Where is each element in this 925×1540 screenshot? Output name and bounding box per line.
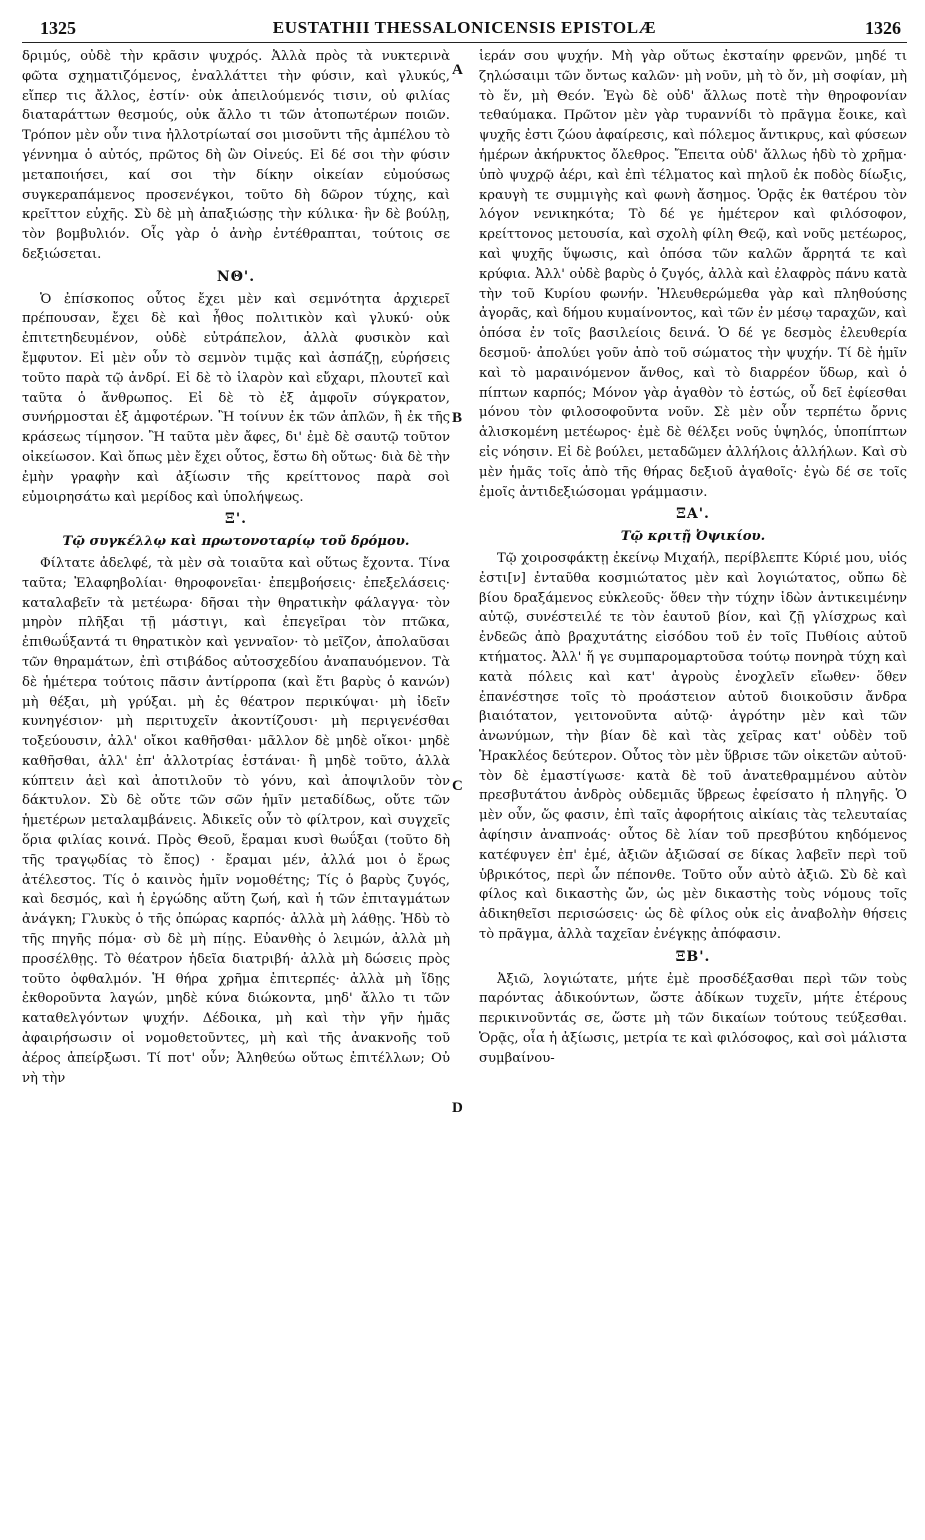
margin-marker-b: B xyxy=(452,410,463,426)
letter-60-address: Τῷ συγκέλλῳ καὶ πρωτονοταρίῳ τοῦ δρόμου. xyxy=(62,534,410,550)
margin-marker-d: D xyxy=(452,1100,463,1116)
letter-61-number: ΞΑ'. xyxy=(676,506,710,523)
letter-60-text: Φίλτατε ἀδελφέ, τὰ μὲν σὰ τοιαῦτα καὶ οὕτως ἔχοντα. Τίνα ταῦτα; Ἐλαφηβολίαι· θηροφονεῖαι· ἐπεμβοήσεις· ἐπεξελάσεις· καταλαβεῖν τὰ μετέωρα· δῆσαι τὴν θηρατικὴν φάλαγγα· τὸν μηρὸν πλῆξαι τῇ μάστιγι, καὶ ἐπεγεῖραι τὸν πτῶκα, ἐπιθωΰξαντά τι θηρατικὸν καὶ γενναῖον· τὸ μεῖζον, ἀπολαῦσαι τῶν θηραμάτων, ἐπὶ στιβάδος αὐτοσχεδίου ἀναπαυόμενον. Τὰ δὲ ἡμέτερα τούτοις πᾶσιν ἀντίρροπα (καὶ ἔτι βαρὺς ὁ κανών) μὴ θέξαι, μὴ γρύξαι. μὴ ἐς θέατρον περικύψαι· μὴ ἰδεῖν κυνηγέσιον· μὴ περιτυχεῖν ἀκοντίζουσι· μὴ περιγενέσθαι τοξεύουσιν, ἀλλ' οἴκοι καθῆσθαι· μᾶλλον δὲ μηδὲ οἴκοι· μηδὲ καθῆσθαι, ἀλλ' ἐπ' ἀλλοτρίας ἑστάναι· ἢ μηδὲ τοῦτο, ἀλλὰ κύπτειν ἀεὶ καὶ ἀποτιλοῦν τὸ γόνυ, καὶ ἀποψιλοῦν τὸν δάκτυλον. Σὺ δὲ οὔτε τῶν σῶν ἡμῖν μεταδίδως, οὔτε τῶν ἡμετέρων μεταλαμβάνεις. Ἀδικεῖς οὖν τὸ φίλτρον, καὶ συγχεῖς ὅρια φιλίας κοινά. Πρὸς Θεοῦ, ἔραμαι κυσὶ θωΰξαι (τοῦτο δὴ τῆς τραγῳδίας τὸ ἔπος) · ἔραμαι μέν, ἀλλά μοι ὁ ἔρως ἀτέλεστος. Τίς ὁ καινὸς ἡμῖν νομοθέτης; Τίς ὁ βαρὺς ζυγός, καὶ δεσμός, καὶ ἡ ἐργώδης αὕτη ζωή, καὶ ἡ τῶν ἐπιταγμάτων ἀνάγκη; Γλυκὺς ὁ τῆς ὀπώρας καρπός· ἀλλὰ μὴ λάθῃς. Ἡδὺ τὸ τῆς πηγῆς πόμα· σὺ δὲ μὴ πίῃς. Εὐανθὴς ὁ λειμών, ἀλλὰ μὴ προσέλθῃς. Τὸ θέατρον ἡδεῖα διατριβή· ἀλλὰ μὴ δώσεις πρὸς τοῦτο ὀφθαλμόν. Ἡ θήρα χρῆμα ἐπιτερπές· ἀλλὰ μὴ ἴδῃς ἐκθοροῦντα λαγών, μηδὲ κύνα διώκοντα, μηδ' ἄλλο τι τῶν καταθελγόντων ψυχήν. Δέδοικα, μὴ καὶ τὴν γῆν ἡμᾶς ἀφαιρήσωσιν οἱ νομοθετοῦντες, μὴ καὶ τῆς ἀνακνοῆς τοῦ ἀέρος ἀπείρξωσι. Τί ποτ' οὖν; Ἀληθεύω οὕτως ἐπιτέλλων; Οὐ νὴ τὴν xyxy=(22,555,450,1086)
page-number-left: 1325 xyxy=(40,18,76,38)
running-header xyxy=(22,14,907,43)
page-number-right: 1326 xyxy=(865,18,901,38)
two-column-body xyxy=(22,47,907,1088)
letter-61-text: Τῷ χοιροσφάκτῃ ἐκείνῳ Μιχαήλ, περίβλεπτε Κύριέ μου, υἱός ἐστι[ν] ἐνταῦθα κοσμιώτατος μὲν καὶ λογιώτατος, οὔπω δὲ βίου δραξάμενος εὐκλεοῦς· ὅθεν τὴν τύχην ἰδὼν ἀντικειμένην αὐτῷ, συνέστειλέ τε τὸν ἑαυτοῦ βίον, καὶ ζῇ γλίσχρως καὶ ἐνδεῶς ἀπὸ βραχυτάτης εἰσόδου τοῦ ἐν τοῖς Πυθίοις αὐτοῦ κτήματος. Ἀλλ' ἥ γε συμπαρομαρτοῦσα τούτῳ πονηρὰ τύχη καὶ κατὰ πόλεις καὶ κατ' ἀγροὺς ἐνοχλεῖν εἴωθεν· ὅθεν ἐπανέστησε τοῖς τὸ προάστειον αὐτοῦ διοικοῦσιν ἄνδρα βιαιότατον, γειτονοῦντα αὐτῷ· ἀγρότην μὲν καὶ τῶν ἀνωνύμων, τὴν βίαν δὲ καὶ τὰς χεῖρας κατ' οὐδὲν τοῦ Ἡρακλέος δεύτερον. Οὗτος τὸν μὲν ὕβρισε τῶν οἰκετῶν αὐτοῦ· τὸν δὲ ἐμαστίγωσε· κατὰ δὲ τοῦ ἀνατεθραμμένου αὐτὸν πρεσβυτάτου ἀνδρὸς οὐδεμιᾶς ὕβρεως ἐφείσατο ἡ πληγῆς. Ὁ μὲν οὖν, ὥς φασιν, ἐπὶ ταῖς ἀφορήτοις αἰκίαις τὰς τελευταίας ἀφίησιν ἀναπνοάς· οὗτος δὲ λίαν τοῦ πρεσβύτου κηδόμενος κατέφυγεν ἐπ' ἐμέ, ἀξιῶν ἀξιῶσαί σε δίκας λαβεῖν περὶ τοῦ ὑβρικότος, περὶ ὧν πέπονθε. Τοῦτο οὖν αὐτὸ ἀξιῶ. Σὺ δὲ καὶ φίλος καὶ δικαστὴς ὤν, ὡς μὲν δικαστὴς τοὺς νόμους τοῖς ἀδικηθεῖσι περισώσεις· ὡς δὲ φίλος οὐκ εἰς ἀναβολὴν θήσεις τὸ πρᾶγμα, ἀλλὰ ταχεῖαν ἐνέγκῃς ἀπόφασιν. xyxy=(479,550,907,943)
letter-58-continuation: δριμύς, οὐδὲ τὴν κρᾶσιν ψυχρός. Ἀλλὰ πρὸς τὰ νυκτερινὰ φῶτα σχηματιζόμενος, ἐναλλάττει τὴν φύσιν, καὶ γλυκύς, εἴπερ τις ἄλλος, ἐστίν· οὐκ ἀπειλούμενός τισιν, οὐ φιλίας διαταράττων θεσμούς, οὐκ ἄλλο τι τῶν ἀτοπωτέρων ποιῶν. Τρόπον μὲν οὖν τινα ἠλλοτρίωταί σοι μισοῦντι τῆς ἀμπέλου τὸ γέννημα ὁ αὐτός, πρῶτος δὴ ὢν Οἰνεύς. Εἰ δέ σοι τὴν φύσιν μεταποιήσει, καί σοι τὴν δίκην οἰκείαν εὐμούσως συγκεραπάμενος προσενέγκοι, τοῦτο δὴ δῶρον τύχης, καὶ κρεῖττον εὐχῆς. Σὺ δὲ μὴ ἀπαξιώσῃς τὴν κύλικα· ἣν δὲ βούλῃ, τὸν βομβυλιόν. Οἷς γὰρ ὁ ἀνὴρ ἐντέθραπται, τούτοις σε δεξιώσεται. xyxy=(22,49,450,262)
letter-61-address: Τῷ κριτῇ Ὀψικίου. xyxy=(620,529,766,545)
letter-60-number: Ξ'. xyxy=(224,511,247,528)
running-title: EUSTATHII THESSALONICENSIS EPISTOLÆ xyxy=(272,18,657,37)
left-column xyxy=(22,47,450,1088)
letter-59-number: ΝΘ'. xyxy=(216,268,256,285)
margin-marker-a: A xyxy=(452,62,463,78)
letter-59-text: Ὁ ἐπίσκοπος οὗτος ἔχει μὲν καὶ σεμνότητα ἀρχιερεῖ πρέπουσαν, ἔχει δὲ καὶ ἦθος πολιτικὸν καὶ γλυκύ· οὐκ ἐπιτετηδευμένον, οὐδὲ εὐτράπελον, ἀλλὰ φυσικὸν καὶ ἔμφυτον. Εἰ μὲν οὖν τὸ σεμνὸν τιμᾷς καὶ ἀσπάζῃ, εὑρήσεις τοῦτο παρὰ τῷ ἀνδρί. Εἰ δὲ τὸ ἱλαρὸν καὶ εὔχαρι, πλουτεῖ καὶ ταῦτα ὁ ἄνθρωπος. Εἰ δὲ τὸ ἐξ ἀμφοῖν σύγκρατον, συνήρμοσται ἐξ ἀμφοτέρων. Ἢ τοίνυν ἐκ τῶν ἁπλῶν, ἢ ἐκ τῆς κράσεως τίμησον. Ἢ ταῦτα μὲν ἄφες, δι' ἐμὲ δὲ σαυτῷ τοῦτον οἰκείωσον. Καὶ ὅπως μὲν ἔχει οὗτος, ἔστω δὴ οὕτως· διὰ δὲ τὴν ἐμὴν γραφὴν καὶ ἀξίωσιν τῆς κρείττονος παρὰ σοὶ εὐμοιρησάτω καὶ μερίδος καὶ ὑπολήψεως. xyxy=(22,291,450,505)
letter-62-text: Ἀξιῶ, λογιώτατε, μήτε ἐμὲ προσδέξασθαι περὶ τῶν τοὺς παρόντας ἀδικούντων, ὥστε ἀδίκων τυχεῖν, μήτε ἑτέρους περικινοῦντάς σε, ὥστε μὴ τῶν δικαίων τούτους τεύξεσθαι. Ὁρᾷς, οἷα ἡ ἀξίωσις, μετρία τε καὶ φιλόσοφος, καὶ σοὶ μάλιστα συμβαίνου- xyxy=(479,971,907,1066)
letter-62-number: ΞΒ'. xyxy=(675,948,711,965)
right-column xyxy=(479,47,907,1088)
letter-60-continuation: ἱεράν σου ψυχήν. Μὴ γὰρ οὕτως ἐκσταίην φρενῶν, μηδέ τι ζηλώσαιμι τῶν ὄντως καλῶν· μὴ νοῦν, μὴ τὸ ὄν, μὴ σοφίαν, μὴ τὸ ἕν, μὴ Θεόν. Ἐγὼ δὲ οὐδ' ἄλλως ποτὲ τὴν θηροφονίαν τεθαύμακα. Πρῶτον μὲν γὰρ τυραννίδι τὸ πρᾶγμα ἔοικε, καὶ ψυχῆς ἐστι ζώου ἀφαίρεσις, καὶ πόλεμος ἄντικρυς, καὶ φύσεων ἡμέρων ἀκήρυκτος ὄλεθρος. Ἔπειτα οὐδ' ἄλλως ἡδὺ τὸ χρῆμα· ὑπὸ ψυχρῷ ἀέρι, καὶ ἐπὶ τέλματος καὶ πηλοῦ ἐκ ποδὸς δίωξις, κραυγὴ τε συμμιγὴς καὶ φωνὴ ἄσημος. Ὁρᾷς ἐκ θατέρου τὸν λόγον νενικηκότα; Τὸ δέ γε ἡμέτερον καὶ φιλόσοφον, κρείττονος μετουσία, καὶ σχολὴ φίλη Θεῷ, καὶ νοῦς μετέωρος, καὶ ψυχῆς ὕψωσις, καὶ ὁπόσα τῶν καλῶν ἄρρητά τε καὶ κρύφια. Ἀλλ' οὐδὲ βαρὺς ὁ ζυγός, ἀλλὰ καὶ ἐλαφρὸς πάνυ κατὰ τὴν τοῦ Κυρίου φωνήν. Ἠλευθερώμεθα γὰρ καὶ πληθούσης ἀγορᾶς, καὶ δήμου κυμαίνοντος, καὶ τῶν ἐν μέσῳ ταραχῶν, καὶ ὁπόσα ἐν τοῖς βασιλείοις δεινά. Ὁ δέ γε δεσμὸς ἐλευθερία δεσμοῦ· ἀπολύει γοῦν ἀπὸ τοῦ σώματος τὴν ψυχήν. Τί δὲ ἡμῖν καὶ τὸ μαραινόμενον ἄνθος, καὶ τὸ διαρρέον ὕδωρ, καὶ ὁ πίπτων καρπός; Μόνον γὰρ ἀγαθὸν τὸ ἑστώς, οὗ δεῖ ἐφίεσθαι μόνου τὸν φιλοσοφοῦντα νοῦν. Σὲ μὲν οὖν τερπέτω ὄρνις ἁλισκομένη μετέωρος· ἐμὲ δὲ θέλξει νοῦς ὑψηλός, ὑποπίπτων εἰς νόησιν. Εἰ δὲ βούλει, μεταδῶμεν ἀλλήλοις ἀλλήλων. Καὶ σὺ μὲν ἡμᾶς τοῖς ἀπὸ τῆς θήρας δεξιοῦ ἀγαθοῖς· ἐγὼ δέ σε τοῖς ἐμοῖς ἀντιδεξιώσομαι γράμμασιν. xyxy=(479,49,907,500)
margin-marker-c: C xyxy=(452,778,463,794)
